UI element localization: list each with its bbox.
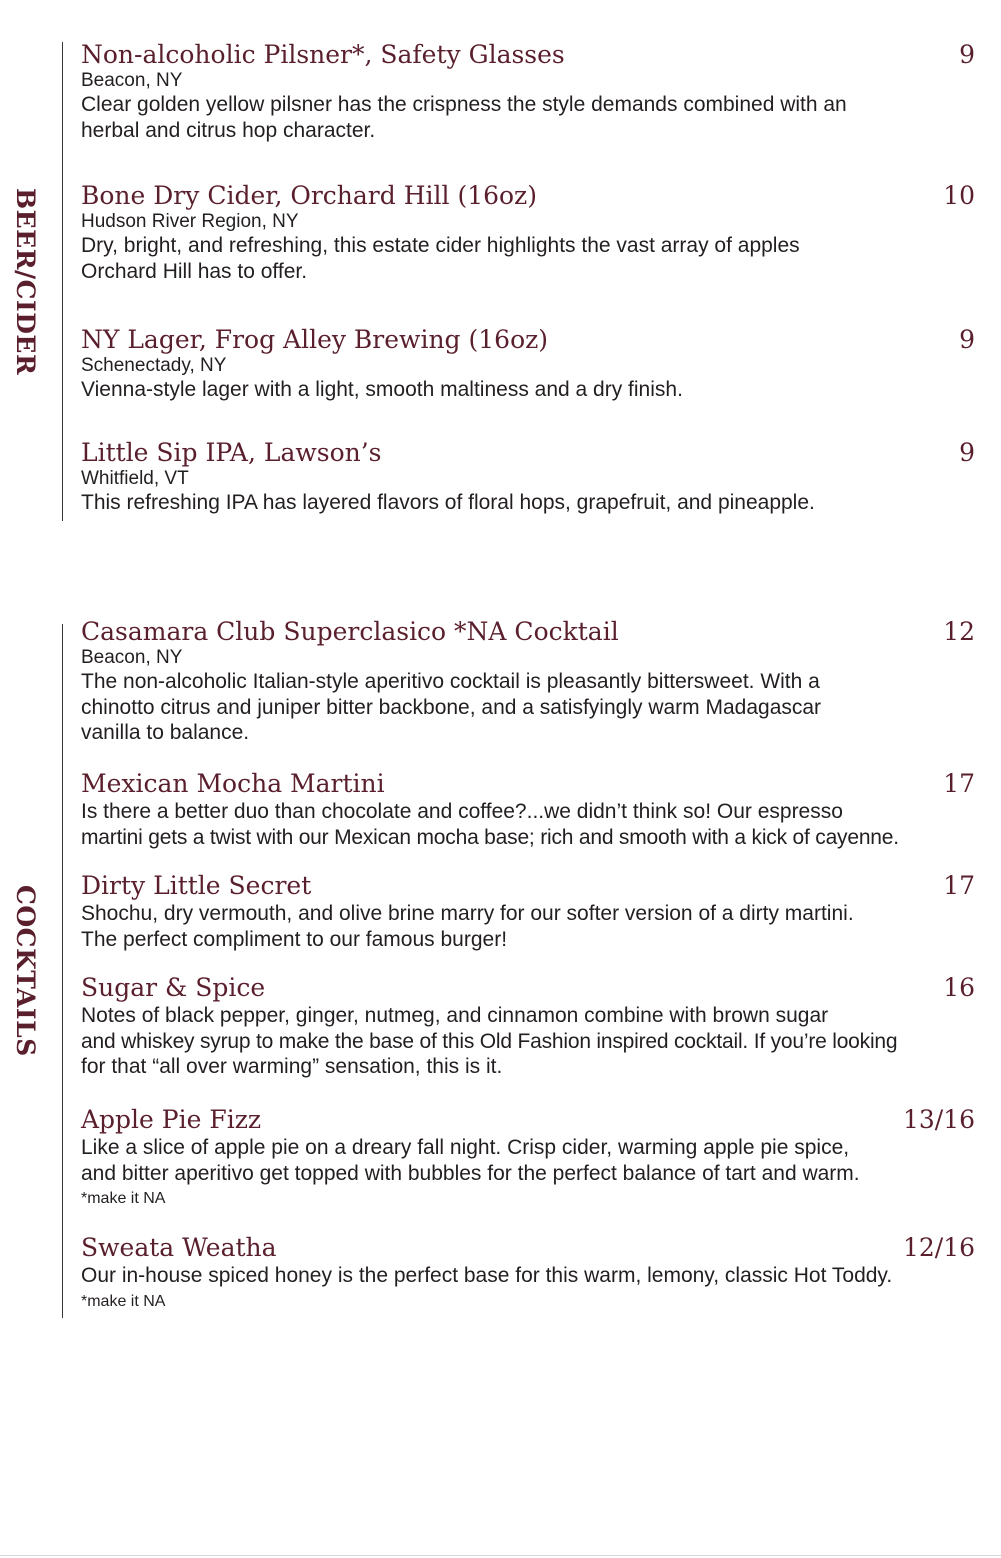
menu-item	[81, 617, 975, 746]
item-name: NY Lager, Frog Alley Brewing (16oz)	[81, 325, 549, 354]
item-name: Apple Pie Fizz	[81, 1105, 262, 1134]
item-description: Our in-house spiced honey is the perfect base for this warm, lemony, classic Hot Toddy.	[81, 1264, 893, 1287]
beer-section-rule	[62, 42, 63, 521]
item-price: 12	[943, 617, 975, 646]
menu-item	[81, 181, 975, 284]
item-price: 13/16	[902, 1105, 975, 1134]
item-name: Bone Dry Cider, Orchard Hill (16oz)	[81, 181, 537, 210]
item-name: Sugar & Spice	[81, 973, 266, 1002]
menu-item	[81, 1233, 975, 1315]
na-note: *make it NA	[81, 1190, 166, 1207]
menu-item	[81, 40, 975, 143]
item-price: 16	[943, 973, 975, 1002]
section-title-beer: BEER/CIDER	[11, 187, 40, 376]
item-description: Shochu, dry vermouth, and olive brine marry for our softer version of a dirty martini. The perfect compliment to our famous burger!	[81, 902, 854, 951]
item-origin: Beacon, NY	[81, 70, 183, 91]
item-name: Mexican Mocha Martini	[81, 769, 385, 798]
item-description: Clear golden yellow pilsner has the crispness the style demands combined with an herbal and citrus hop character.	[81, 93, 847, 142]
item-origin: Beacon, NY	[81, 647, 183, 668]
item-description: Like a slice of apple pie on a dreary fall night. Crisp cider, warming apple pie spice, and bitter aperitivo get topped with bubbles for the perfect balance of tart and warm.	[81, 1136, 860, 1185]
item-price: 17	[943, 871, 975, 900]
item-origin: Schenectady, NY	[81, 355, 227, 376]
item-name: Sweata Weatha	[81, 1233, 277, 1262]
item-description: The non-alcoholic Italian-style aperitivo cocktail is pleasantly bittersweet. With a chinotto citrus and juniper bitter backbone, and a satisfyingly warm Madagascar vanilla to balance.	[81, 670, 822, 744]
menu-item	[81, 438, 975, 516]
menu-item	[81, 973, 975, 1080]
na-note: *make it NA	[81, 1292, 166, 1310]
menu-item	[81, 871, 975, 952]
cocktails-section-rule	[62, 624, 63, 1318]
item-description: This refreshing IPA has layered flavors of floral hops, grapefruit, and pineapple.	[81, 491, 815, 514]
item-name: Little Sip IPA, Lawson’s	[81, 438, 382, 467]
item-name: Casamara Club Superclasico *NA Cocktail	[81, 617, 619, 646]
item-description: Notes of black pepper, ginger, nutmeg, and cinnamon combine with brown sugar and whiskey syrup to make the base of this Old Fashion inspired cocktail. If you’re looking for that “all over warming” sensation, this is it.	[81, 1004, 898, 1078]
item-price: 17	[943, 769, 975, 798]
item-price: 9	[959, 40, 975, 69]
item-description: Dry, bright, and refreshing, this estate cider highlights the vast array of apples Orchard Hill has to offer.	[81, 234, 800, 283]
item-price: 9	[959, 325, 975, 354]
item-origin: Whitfield, VT	[81, 468, 189, 489]
menu-item	[81, 769, 975, 850]
item-price: 10	[943, 181, 975, 210]
item-price: 12/16	[902, 1233, 975, 1262]
item-origin: Hudson River Region, NY	[81, 211, 299, 232]
item-description: Is there a better duo than chocolate and coffee?...we didn’t think so! Our espresso martini gets a twist with our Mexican mocha base; rich and smooth with a kick of cayenne.	[81, 800, 899, 849]
section-title-cocktails: COCKTAILS	[11, 885, 40, 1057]
menu-item	[81, 1105, 975, 1212]
menu-item	[81, 325, 975, 403]
item-price: 9	[959, 438, 975, 467]
item-name: Dirty Little Secret	[81, 871, 312, 900]
item-name: Non-alcoholic Pilsner*, Safety Glasses	[81, 40, 565, 69]
item-description: Vienna-style lager with a light, smooth maltiness and a dry finish.	[81, 378, 683, 401]
page-bottom-divider	[0, 1555, 1001, 1556]
